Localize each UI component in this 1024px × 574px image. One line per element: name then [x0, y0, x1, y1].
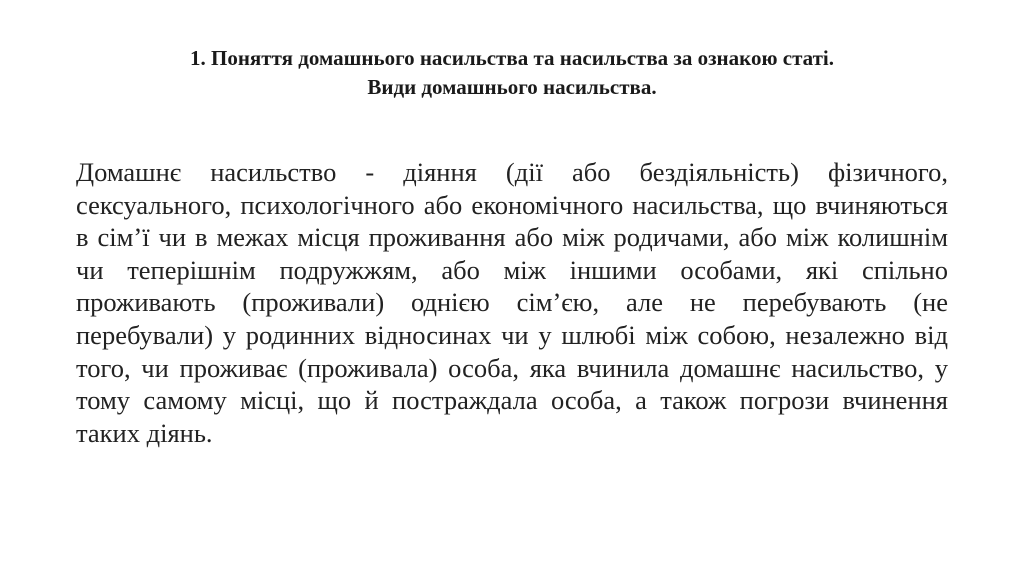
- definition-paragraph: Домашнє насильство - діяння (дії або бездіяльність) фізичного, сексуального, психологічного або економічного насильства, що вчиняються в сім’ї чи в межах місця проживання або між родичами, або між колишнім чи теперішнім подружжям, або між іншими особами, які спільно проживають (проживали) однією сім’єю, але не перебувають (не перебували) у родинних відносинах чи у шлюбі між собою, незалежно від того, чи проживає (проживала) особа, яка вчинила домашнє насильство, у тому самому місці, що й постраждала особа, а також погрози вчинення таких діянь.: [76, 157, 948, 448]
- slide-title-line-2: Види домашнього насильства.: [367, 75, 657, 99]
- slide-title-line-1: 1. Поняття домашнього насильства та насильства за ознакою статі.: [189, 46, 835, 70]
- slide-title: [60, 44, 964, 102]
